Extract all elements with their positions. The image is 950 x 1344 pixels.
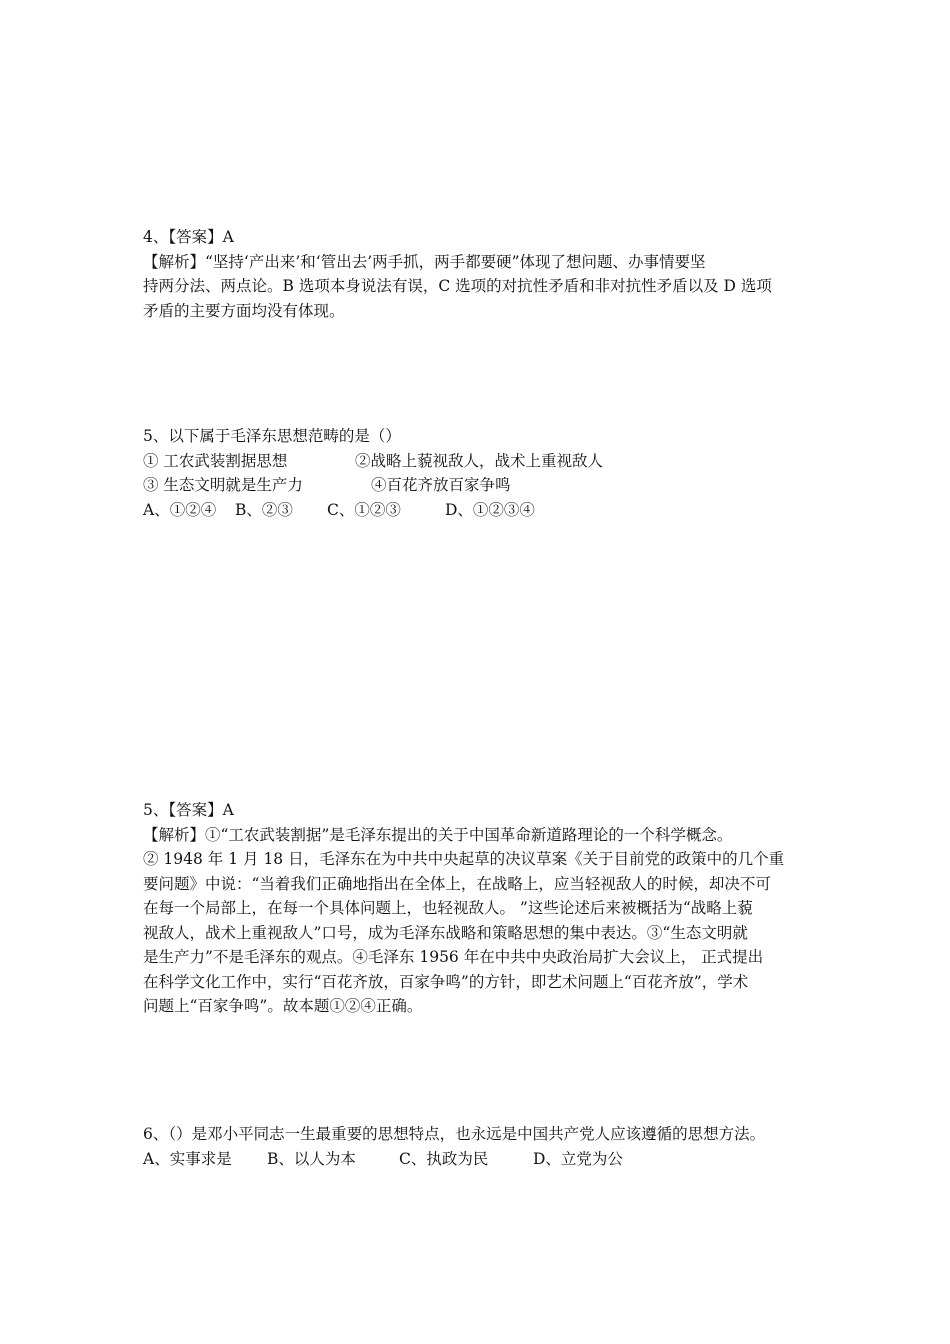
q6-question-section (143, 1122, 813, 1171)
q5-analysis-line-1: 【解析】①“工农武装割据”是毛泽东提出的关于中国革命新道路理论的一个科学概念。 (143, 825, 733, 844)
q5-item-3: ③ 生态文明就是生产力 (143, 476, 303, 494)
q5-option-b: B、②③ (235, 500, 293, 519)
q6-option-d: D、立党为公 (533, 1149, 623, 1168)
q5-option-c: C、①②③ (327, 500, 401, 519)
q5-item-1: ① 工农武装割据思想 (143, 451, 288, 470)
q5-items-row-2 (143, 473, 813, 498)
q5-analysis-line-6: 是生产力”不是毛泽东的观点。④毛泽东 1956 年在中共中央政治局扩大会议上， 正式提出 (143, 948, 764, 966)
q5-options-row (143, 498, 813, 523)
q5-item-2: ②战略上藐视敌人，战术上重视敌人 (355, 451, 604, 470)
q5-analysis-line-5: 视敌人，战术上重视敌人”口号，成为毛泽东战略和策略思想的集中表达。③“生态文明就 (143, 923, 748, 942)
q5-stem: 5、以下属于毛泽东思想范畴的是（） (143, 427, 401, 445)
q6-stem: 6、（）是邓小平同志一生最重要的思想特点，也永远是中国共产党人应该遵循的思想方法。 (143, 1125, 766, 1143)
q4-analysis-line-3: 矛盾的主要方面均没有体现。 (143, 301, 345, 320)
q5-analysis-line-4: 在每一个局部上，在每一个具体问题上，也轻视敌人。 ”这些论述后来被概括为“战略上藐 (143, 899, 753, 917)
q4-answer-heading: 4、【答案】A (143, 228, 234, 246)
q5-analysis-line-7: 在科学文化工作中，实行“百花齐放，百家争鸣”的方针，即艺术问题上“百花齐放”，学术 (143, 972, 749, 991)
q5-analysis-line-2: ② 1948 年 1 月 18 日，毛泽东在为中共中央起草的决议草案《关于目前党的政策中的几个重 (143, 850, 785, 868)
q6-option-c: C、执政为民 (399, 1149, 489, 1168)
q5-option-a: A、①②④ (143, 500, 217, 519)
q5-analysis-line-8: 问题上“百家争鸣”。故本题①②④正确。 (143, 997, 423, 1015)
q5-question-section (143, 424, 813, 522)
q5-option-d: D、①②③④ (445, 500, 535, 519)
q5-item-4: ④百花齐放百家争鸣 (371, 476, 511, 494)
q5-analysis-line-3: 要问题》中说：“当着我们正确地指出在全体上，在战略上，应当轻视敌人的时候，却决不可 (143, 874, 771, 893)
q6-option-b: B、以人为本 (267, 1149, 356, 1168)
q6-option-a: A、实事求是 (143, 1149, 232, 1168)
q5-items-row-1 (143, 449, 813, 474)
q4-answer-section (143, 225, 813, 323)
q4-analysis-line-1: 【解析】“坚持‘产出来’和‘管出去’两手抓，两手都要硬”体现了想问题、办事情要坚 (143, 252, 706, 271)
q6-options-row (143, 1147, 813, 1172)
q5-answer-section (143, 798, 813, 1019)
q5-answer-heading: 5、【答案】A (143, 801, 234, 819)
q4-analysis-line-2: 持两分法、两点论。B 选项本身说法有误，C 选项的对抗性矛盾和非对抗性矛盾以及 D 选项 (143, 277, 772, 295)
